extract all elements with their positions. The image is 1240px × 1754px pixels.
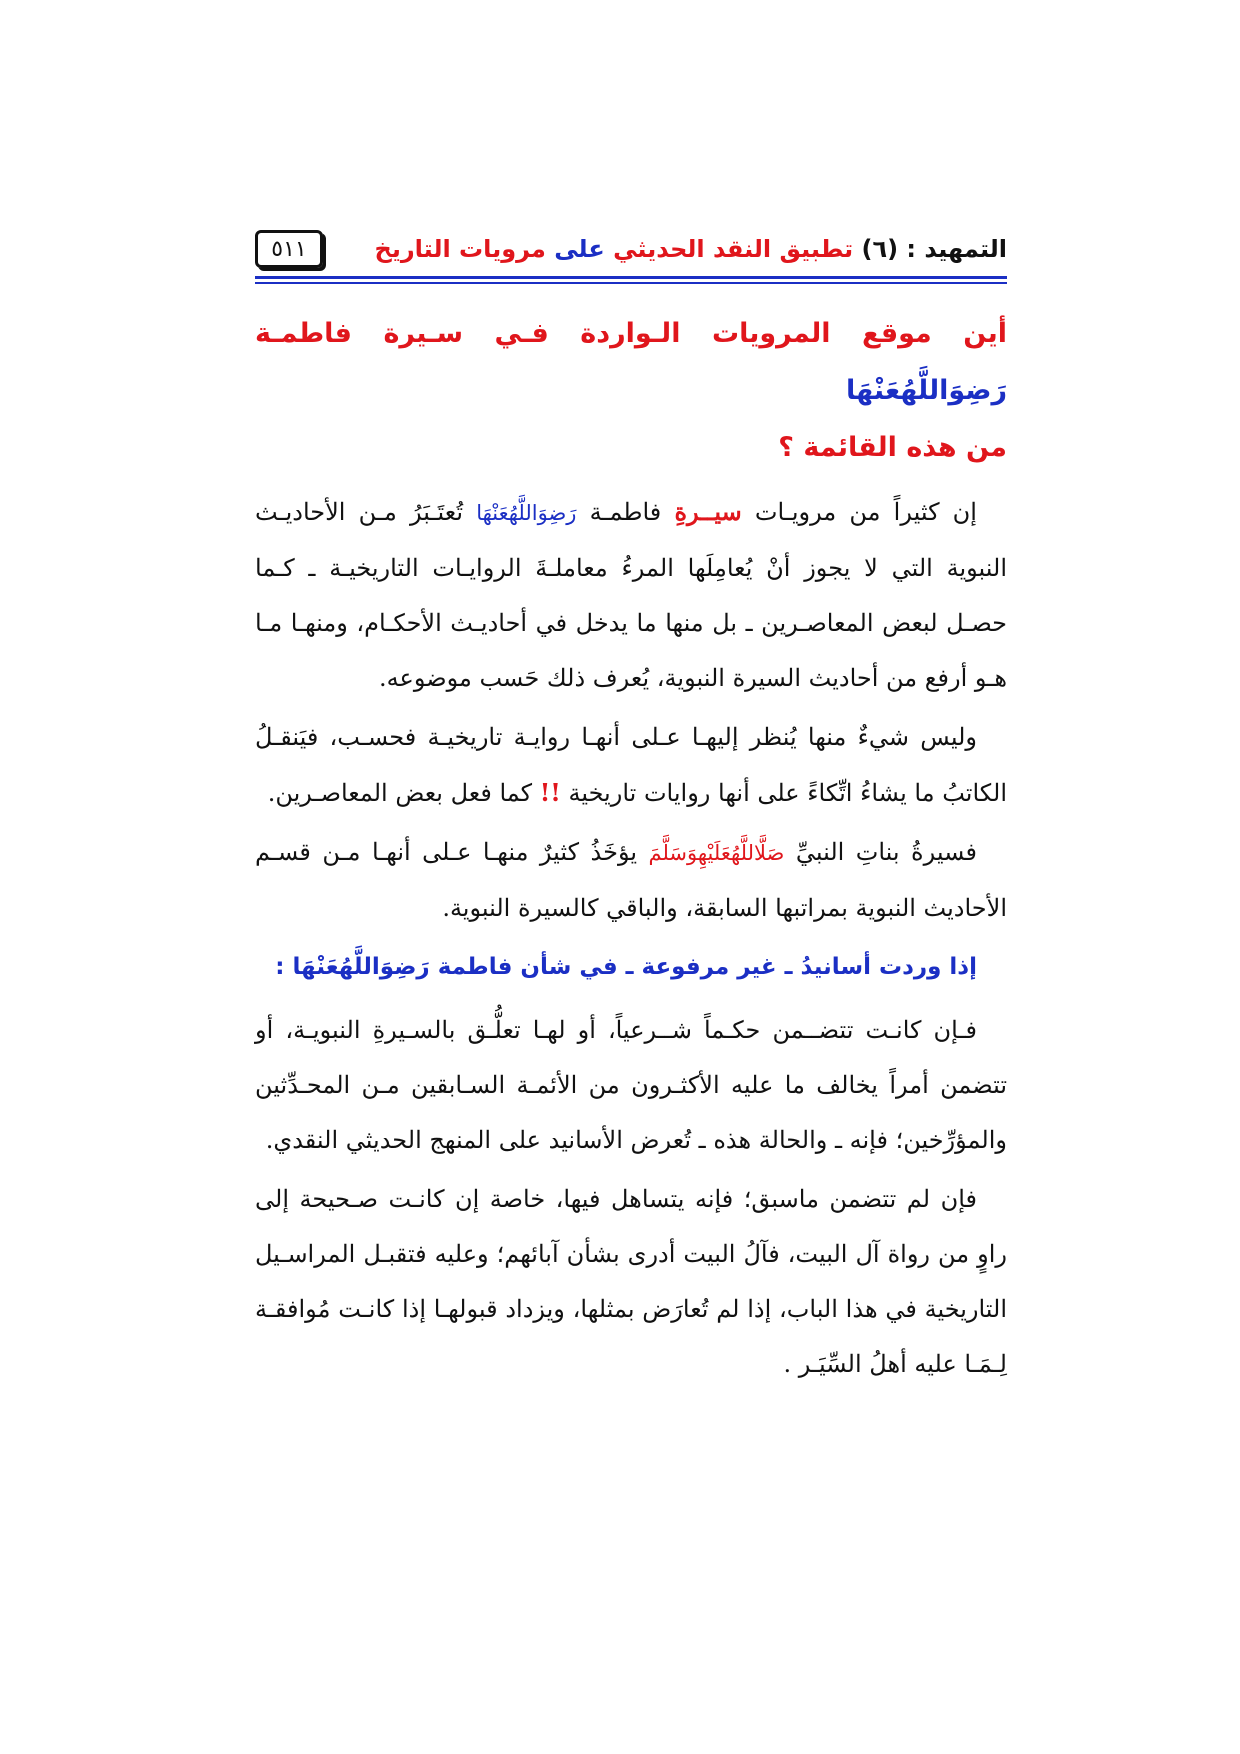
- keyword-sira: سيــرةِ: [674, 497, 742, 526]
- running-header: [255, 228, 1007, 270]
- honorific-glyph: رَضِوَاللَّهُعَنْهَا: [292, 954, 430, 980]
- header-prefix: التمهيد : (٦): [861, 235, 1007, 263]
- subheading: [255, 940, 1007, 995]
- honorific-glyph: رَضِوَاللَّهُعَنْهَا: [476, 501, 577, 525]
- section-title-line-2: من هذه القائمة ؟: [778, 432, 1007, 463]
- section-title: [255, 305, 1007, 476]
- honorific-glyph: رَضِوَاللَّهُعَنْهَا: [845, 375, 1007, 406]
- header-part-3: مرويات التاريخ: [374, 235, 546, 263]
- paragraph-1-text-a: إن كثيراً من مرويـات: [754, 498, 977, 526]
- paragraph-1: [255, 484, 1007, 706]
- subheading-text: إذا وردت أسانيدُ ـ غير مرفوعة ـ في شأن فاطمة: [437, 954, 977, 980]
- exclamation-marks: !!: [539, 778, 561, 807]
- paragraph-3-text-a: فسيرةُ بناتِ النبيِّ: [795, 838, 977, 866]
- paragraph-2-text-b: كما فعل بعض المعاصـرين.: [267, 779, 533, 807]
- paragraph-2: [255, 710, 1007, 821]
- paragraph-1-text-c: تُعتَـبَرُ مـن الأحاديـث النبوية التي لا يجوز أنْ يُعامِلَها المرءُ معاملـةَ الروايـات التاريخيـة ـ كـما حصـل لبعض المعاصـرين ـ بل منها ما يدخل في أحاديـث الأحكـام، ومنهـا مـا هـو أرفع من أحاديث السيرة النبوية، يُعرف ذلك حَسب موضوعه.: [255, 498, 1007, 692]
- paragraph-3: [255, 825, 1007, 936]
- paragraph-4: فـإن كانـت تتضــمن حكـماً شــرعياً، أو لهـا تعلُّـق بالسـيرةِ النبويـة، أو تتضمن أمراً يخالف ما عليه الأكثـرون من الأئمـة السـابقين مـن المحـدِّثين والمؤرِّخين؛ فإنه ـ والحالة هذه ـ تُعرض الأسانيد على المنهج الحديثي النقدي.: [255, 1016, 1007, 1154]
- paragraph-3-text-b: يؤخَذُ كثيرٌ منهـا عـلى أنهـا مـن قسـم الأحاديث النبوية بمراتبها السابقة، والباقي كالسيرة النبوية.: [255, 838, 1007, 922]
- header-title: [375, 235, 1007, 263]
- paragraph-1-text-b: فاطمـة: [589, 498, 662, 526]
- header-part-1: تطبيق النقد الحديثي: [613, 235, 854, 263]
- salutation-glyph: صَلَّاللَّهُعَلَيْهِوَسَلَّمَ: [648, 841, 785, 865]
- subheading-colon: :: [275, 954, 285, 980]
- paragraph-5: فإن لم تتضمن ماسبق؛ فإنه يتساهل فيها، خاصة إن كانـت صـحيحة إلى راوٍ من رواة آل البيت، فآلُ البيت أدرى بشأن آبائهم؛ وعليه فتقبـل المراسـيل التاريخية في هذا الباب، إذا لم تُعارَض بمثلها، ويزداد قبولهـا إذا كانـت مُوافقـة لِـمَـا عليه أهلُ السِّيَـر .: [255, 1185, 1007, 1378]
- header-rule-thick: [255, 276, 1007, 279]
- header-rule-thin: [255, 282, 1007, 284]
- header-part-2: على: [554, 235, 605, 263]
- section-title-line-1: أين موقع المرويات الـواردة فـي سـيرة فاطمـة: [255, 318, 1007, 349]
- page-body: [255, 305, 1007, 1392]
- paragraph-2-text-a: وليس شيءٌ منها يُنظر إليهـا عـلى أنهـا روايـة تاريخيـة فحسـب، فيَنقـلُ الكاتبُ ما يشاءُ اتِّكاءً على أنها روايات تاريخية: [255, 723, 1007, 807]
- page-number: ٥١١: [255, 230, 323, 268]
